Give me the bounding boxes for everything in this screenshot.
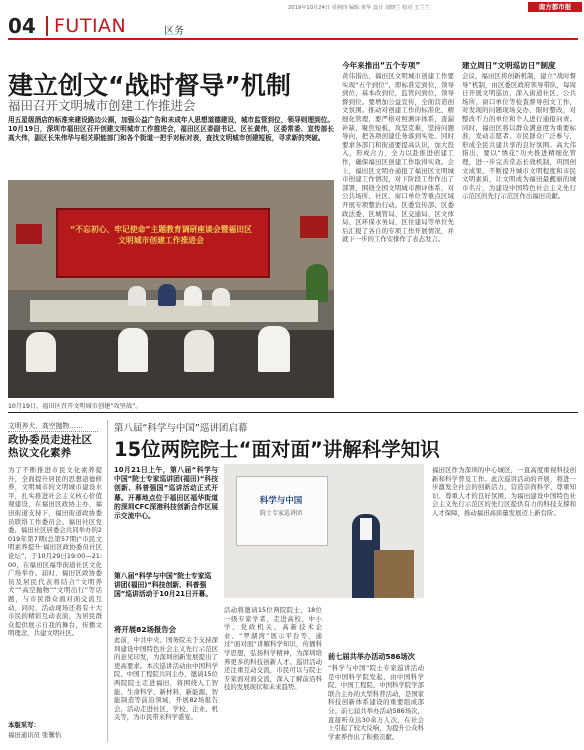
screen-title: 科学与中国 bbox=[259, 496, 303, 506]
masthead-rule bbox=[8, 38, 578, 40]
science-photo bbox=[224, 464, 424, 598]
column-text-1: 黄伟指出，福田区文明城市创建工作要实现“五个到位”，即标准定到位，领导到位，基本改到位，监管问到位，领导督到位。要增加公益宣传，全面营造创文氛围。推动对创建工作的标准化、精细化管理，要严格对照测评体系，查漏补缺，聚焦短板，攻坚克难，坚持问题导向，把各项创建任务落到实处。同时要求各部门和街道要提高认识，加大投入，形成合力，全力以赴推进创建工作，确保福田区创建工作取得实效。会上，福田区文明办通报了福田区文明城市创建工作情况，对下阶段工作作出了部署，围绕全国文明城市测评体系，对公共场所、社区、窗口单位等重点区域开展专项整治行动。区委宣传部、区委政法委、区城管局、区交通局、区文体局、区环保水务局、区住建局等单位先后汇报了各自的专项工作开展情况，并就下一步的工作安排作了表态发言。 bbox=[342, 72, 454, 244]
column-heading-1: 今年来推出“五个专项” bbox=[342, 61, 421, 70]
science-col-c-top bbox=[328, 606, 424, 652]
issue-info: 2019年10月24日 星期四 编辑 黄华 设计 刘晓兰 校对 王兰兰 bbox=[288, 5, 430, 11]
science-headline: 15位两院院士“面对面”讲解科学知识 bbox=[114, 438, 440, 461]
science-highlight: 第八届“科学与中国”院士专家巡讲团(福田)“科技创新、科普强国”巡讲活动于10月21日开幕。 bbox=[114, 572, 213, 599]
screen-subtitle: 院士专家巡讲团 bbox=[259, 510, 302, 517]
meeting-photo bbox=[8, 180, 334, 398]
attendee-front-3 bbox=[184, 330, 214, 372]
banner-text: “不忘初心、牢记使命”主题教育调研座谈会暨福田区文明城市创建工作推进会 bbox=[70, 225, 252, 245]
main-lead: 用五星级酒店的标准来建设路边公厕，加强公益广告和未成年人思想道德建设，城市监管到位，领导则理到位。10月19日，深圳市福田区召开创建文明城市工作推进会，福田区区委副书记、区长黄伟，区委常委、宣传部长高大伟，副区长朱伟华与相关职能部门和各个街道一把手对标对表，查找文明城市创建短板，寻求新的突破。 bbox=[8, 116, 334, 142]
sub-heading-2: 前七届共举办活动586场次 bbox=[328, 652, 415, 661]
attendee-2 bbox=[158, 284, 176, 306]
sidebar-text: 为了不断推进市民文化素养提升，全面提升居民的思想道德修养，文明城市的文明城市建设水平，扎实推进社会主义核心价值观建设，在福田区政协主办，福田街道支持下，福田街道政协委员联络工作委员会、福田社区党委、福田社区居委会共同举办的2019年第7期(总第57期)“市民文明素养提升·福田区政协委员社区论坛”，于10月29日19:00—21:00，在福田区福华街道社区文化广场举办。届时，福田区政协委员及居民代表将结合“文明养犬”“高空抛物”“文明出行”等话题，与市民群众面对面交流互动，同时，活动现场还将有十大市民的精彩互动表演，为居民群众提供展示自我的舞台，传播文明理念，共建文明社区。 bbox=[8, 466, 102, 638]
photo-caption: 10月19日，福田区召开文明城市创建“攻坚战”。 bbox=[8, 403, 142, 410]
attendee-4 bbox=[212, 288, 230, 306]
speaker-shirt bbox=[360, 518, 372, 540]
science-kicker: 第八届“科学与中国”巡讲团启幕 bbox=[114, 423, 248, 434]
column-text-2: 会议，福田区将创新机制，建立“战时督导”机制，由区委区政府领导带队，每周日开展文明巡访，深入街道社区、公共场所、窗口单位等检查督导创文工作，对发现的问题现场交办、限时整改，对整改不力的单位和个人进行通报问责。同时，福田区将以群众满意度为重要标准，发动志愿者、市民群众广泛参与，形成全民共建共享的良好氛围。高大伟指出，要以“绣花”功夫推进精细化管理，进一步完善常态长效机制，巩固创文成果，不断提升城市文明程度和市民文明素质，让文明成为福田最靓丽的城市名片，为建设中国特色社会主义先行示范区的先行示范区作出福田贡献。 bbox=[462, 72, 576, 201]
sidebar-kicker: 文明养犬、高空抛物…… bbox=[8, 422, 83, 430]
masthead bbox=[0, 0, 584, 40]
side-screen-left bbox=[16, 224, 42, 244]
science-col-c: “科学与中国”院士专家巡讲活动是中国科学院发起，由中国科学院、中国工程院、中国科学院学部联合主办的大型科普活动，是国家科技创新体系建设的重要组成部分。前七届共举办活动586场次，直接听众达30余万人次，在社会上引起了较大反响，为提升公众科学素养作出了积极贡献。 bbox=[328, 664, 424, 741]
plant-decoration bbox=[306, 264, 328, 302]
section-rule bbox=[8, 412, 578, 413]
reporter-name: 福田通讯员 张馨怡 bbox=[8, 731, 62, 739]
attendee-front-1 bbox=[26, 332, 56, 372]
science-col-b: 活动将邀请15位两院院士，18位一级专家学者，走进高校、中小学、党政机关、高新技术企业、“罗湖湾”展示平台等，通过“面对面”讲解科学知识，传播科学思想，弘扬科学精神，为深圳培养更多的科技创新人才。巡讲活动还注重互动交流，市民可以与院士专家面对面交流，深入了解前沿科技的发展现状和未来趋势。 bbox=[224, 606, 322, 692]
section-divider bbox=[46, 16, 48, 36]
main-subheadline: 福田召开文明城市创建工作推进会 bbox=[8, 98, 196, 113]
column-heading-2: 建立周日“文明巡访日”制度 bbox=[462, 61, 556, 70]
side-screen-right bbox=[300, 216, 328, 238]
section-name-en: FUTIAN bbox=[54, 15, 127, 37]
science-col-a: 此前，中共中央、国务院关于支持深圳建设中国特色社会主义先行示范区的意见印发，为深圳创新发展提出了更高要求。本次巡讲活动由中国科学院、中国工程院共同主办，邀请15位两院院士走进福田，将围绕人工智能、生命科学、新材料、新能源、智能制造等前沿领域，开展82场报告会，活动走进社区、学校、企业、机关等，为市民带来科学盛宴。 bbox=[114, 636, 218, 722]
podium bbox=[374, 550, 414, 598]
brand-logo: 南方都市报 bbox=[528, 2, 582, 12]
attendee-front-4 bbox=[258, 326, 290, 372]
section-name-cn: 区务 bbox=[164, 26, 184, 37]
page-number: 04 bbox=[8, 14, 36, 38]
reporter-label: 本版采写： bbox=[8, 721, 40, 729]
attendee-front-2 bbox=[118, 328, 148, 372]
main-headline: 建立创文“战时督导”机制 bbox=[8, 71, 291, 100]
sub-heading-1: 将开展82场报告会 bbox=[114, 625, 177, 634]
attendee-1 bbox=[128, 286, 146, 306]
science-lead: 10月21日上午，第八届“科学与中国”院士专家巡讲团(福田)“科技创新、科普强国”巡讲活动正式开幕。开幕地点位于福田区福华街道的深圳CFC深港科技创新合作区展示交流中心。 bbox=[114, 466, 218, 521]
sidebar-kicker-rule bbox=[8, 431, 98, 432]
column-divider bbox=[107, 420, 108, 742]
sidebar-title: 政协委员走进社区热议文化素养 bbox=[8, 434, 92, 459]
science-col-d: 福田区作为深圳的中心城区，一直高度重视科技创新和科学普及工作。此次巡讲活动的开展，将进一步激发全社会的创新活力，营造崇尚科学、尊重知识、尊重人才的良好氛围，为福田建设中国特色社会主义先行示范区的先行区提供有力的科技支撑和人才保障，推动福田高质量发展迈上新台阶。 bbox=[432, 466, 576, 517]
attendee-3 bbox=[184, 286, 202, 306]
